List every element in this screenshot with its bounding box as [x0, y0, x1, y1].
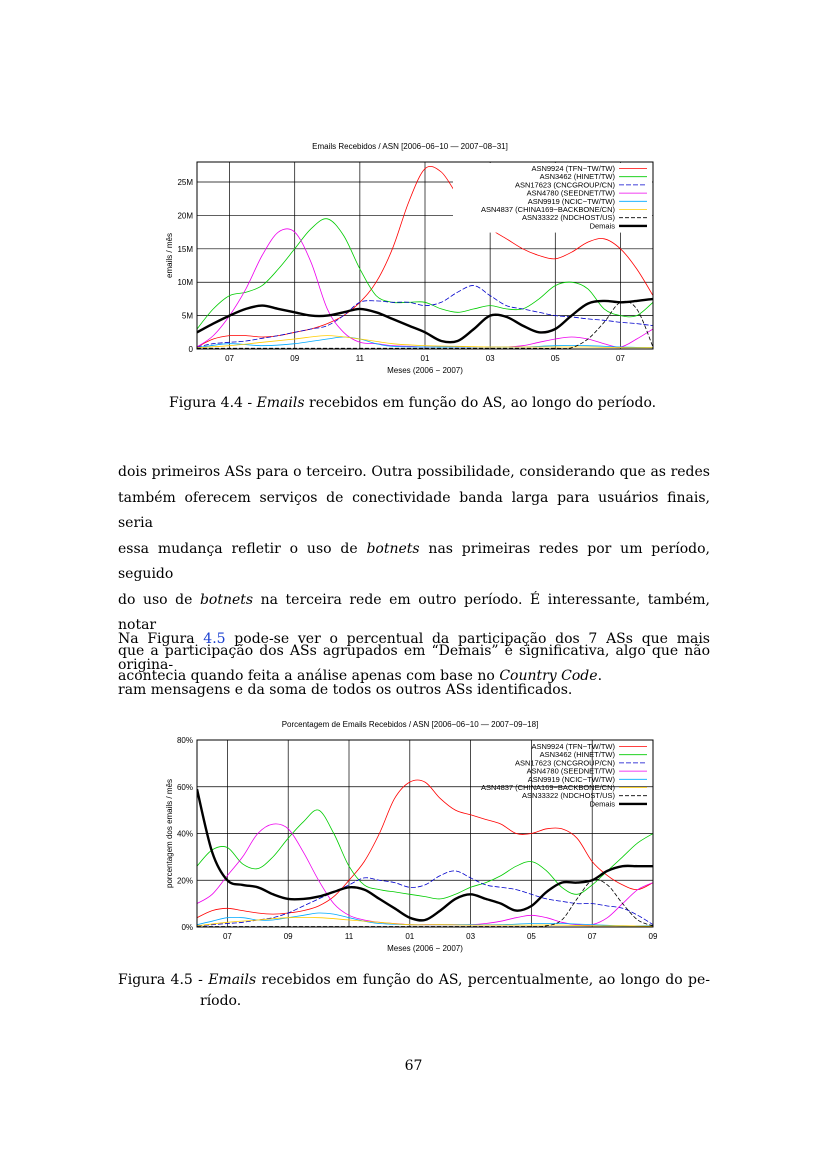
legend: [481, 742, 647, 808]
text-span: essa mudança refletir o uso de: [118, 540, 367, 557]
text-emphasis: Country Code: [499, 668, 598, 684]
legend-label: ASN9919 (NCIC−TW/TW): [527, 196, 615, 206]
chart-area: [150, 138, 670, 380]
x-tick-label: 11: [355, 354, 365, 363]
text-span: na terceira rede em outro período. É interessante, também, notar: [118, 591, 710, 633]
text-line: dois primeiros ASs para o terceiro. Outra possibilidade, considerando que as redes: [118, 464, 710, 480]
x-axis-label: Meses (2006 − 2007): [387, 366, 463, 375]
x-tick-label: 03: [466, 932, 476, 941]
x-tick-label: 01: [405, 932, 415, 941]
text-emphasis: botnets: [366, 540, 420, 557]
caption-emphasis: Emails: [208, 972, 257, 988]
y-tick-label: 60%: [176, 782, 193, 792]
chart-svg: [150, 138, 670, 380]
figure-4-4-caption: [169, 395, 689, 411]
caption-text: recebidos em função do AS, ao longo do período.: [304, 395, 657, 411]
y-tick-label: 80%: [176, 736, 193, 745]
x-tick-label: 09: [648, 932, 658, 941]
text-line: também oferecem serviços de conectividade banda larga para usuários finais, seria: [118, 489, 710, 531]
text-span: .: [597, 668, 603, 684]
legend-label: ASN4837 (CHINA169−BACKBONE/CN): [480, 783, 615, 792]
caption-text: recebidos em função do AS, percentualmente, ao longo do pe-: [256, 972, 710, 988]
legend-label: ASN9924 (TFN−TW/TW): [531, 742, 615, 751]
text-span: pode-se ver o percentual da participação dos 7 ASs que mais origina-: [118, 631, 710, 673]
x-tick-label: 05: [550, 354, 560, 363]
series-line: [197, 871, 653, 926]
text-span: do uso de: [118, 591, 200, 608]
chart-title: Porcentagem de Emails Recebidos / ASN [2006−06−10 — 2007−09−18]: [281, 720, 539, 729]
text-line: [118, 537, 710, 588]
caption-label: Figura 4.5 -: [118, 972, 209, 988]
legend-label: Demais: [589, 799, 615, 809]
x-axis-label: Meses (2006 − 2007): [387, 944, 463, 953]
text-line: que a participação dos ASs agrupados em “Demais” é significativa, algo que não: [118, 642, 710, 659]
x-tick-label: 09: [283, 932, 293, 941]
legend-label: Demais: [589, 221, 615, 231]
legend: [453, 163, 652, 233]
x-tick-label: 07: [222, 932, 232, 941]
legend-label: ASN9919 (NCIC−TW/TW): [527, 774, 615, 784]
x-tick-label: 07: [587, 932, 597, 941]
legend-label: ASN9924 (TFN−TW/TW): [531, 164, 615, 173]
chart-title: Emails Recebidos / ASN [2006−06−10 — 2007−08−31]: [312, 142, 508, 151]
series-line: [197, 789, 653, 920]
figure-4-4: [150, 138, 670, 380]
series-line: [197, 780, 653, 918]
x-tick-label: 01: [420, 354, 430, 363]
legend-label: ASN3462 (HINET/TW): [539, 750, 615, 760]
y-tick-label: 5M: [181, 311, 193, 321]
legend-label: ASN4780 (SEEDNET/TW): [526, 188, 615, 198]
text-emphasis: botnets: [199, 591, 254, 608]
legend-label: ASN33322 (NDCHOST/US): [522, 213, 615, 223]
y-tick-label: 40%: [176, 829, 193, 839]
x-tick-label: 11: [344, 932, 354, 941]
y-tick-label: 20%: [176, 876, 193, 886]
caption-text: ríodo.: [200, 993, 242, 1009]
y-axis-label: porcentagem dos emails / mês: [165, 779, 174, 888]
x-tick-label: 03: [485, 354, 495, 363]
y-tick-label: 0: [188, 345, 193, 354]
x-tick-label: 05: [526, 932, 536, 941]
figure-reference-link[interactable]: 4.5: [203, 631, 226, 647]
text-line: ram mensagens e da soma de todos os outros ASs identificados.: [118, 682, 573, 698]
caption-label: Figura 4.4 -: [169, 395, 257, 411]
legend-label: ASN17623 (CNCGROUP/CN): [514, 758, 615, 768]
page-number: 67: [404, 1058, 423, 1074]
legend-label: ASN4780 (SEEDNET/TW): [526, 766, 615, 776]
y-tick-label: 10M: [177, 278, 193, 288]
x-tick-label: 07: [615, 354, 625, 363]
plot-series: [197, 780, 653, 927]
text-span: Na Figura: [118, 631, 204, 647]
y-tick-label: 20M: [177, 211, 193, 221]
x-tick-label: 07: [225, 354, 235, 363]
caption-emphasis: Emails: [256, 395, 305, 411]
figure-4-5-caption: [118, 970, 710, 1012]
y-axis-label: emails / mês: [165, 233, 174, 278]
chart-svg: [150, 716, 670, 958]
legend-label: ASN4837 (CHINA169−BACKBONE/CN): [480, 205, 615, 214]
x-tick-label: 09: [290, 354, 300, 363]
body-paragraph-2: [118, 627, 710, 704]
text-line: [118, 627, 710, 678]
series-line: [197, 824, 653, 925]
figure-4-5: [150, 716, 670, 958]
legend-label: ASN3462 (HINET/TW): [539, 172, 615, 182]
chart-area: [150, 716, 670, 958]
text-span: nas primeiras redes por um período, seguido: [118, 540, 710, 582]
series-line: [197, 810, 653, 899]
text-span: acontecia quando feita a análise apenas com base no: [118, 668, 500, 684]
legend-label: ASN33322 (NDCHOST/US): [522, 791, 615, 801]
y-tick-label: 15M: [177, 244, 193, 254]
legend-label: ASN17623 (CNCGROUP/CN): [514, 180, 615, 190]
y-tick-label: 0%: [181, 923, 193, 932]
y-tick-label: 25M: [177, 178, 193, 188]
